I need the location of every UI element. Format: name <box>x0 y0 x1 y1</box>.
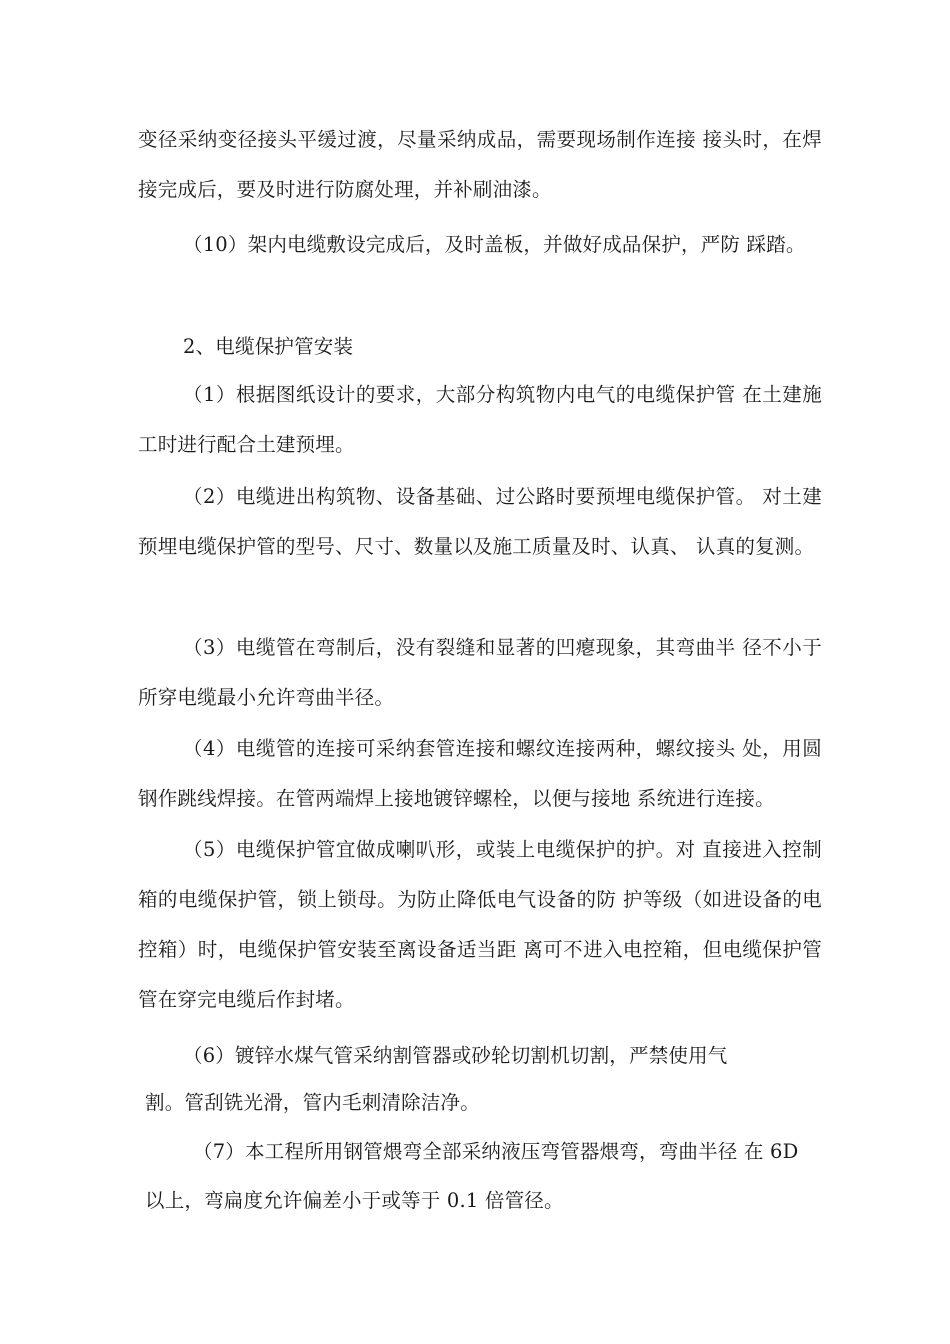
paragraph-reducer-joint: 变径采纳变径接头平缓过渡，尽量采纳成品，需要现场制作连接 接头时，在焊接完成后，要及时进行防腐处理，并补刷油漆。 <box>138 128 822 201</box>
paragraph-item-10: （10）架内电缆敷设完成后，及时盖板，并做好成品保护，严防 踩踏。 <box>183 233 806 256</box>
section-heading-cable-protection-pipe: 2、电缆保护管安装 <box>183 335 354 358</box>
paragraph-item-6-line-2: 割。管刮铣光滑，管内毛刺清除洁净。 <box>145 1091 480 1114</box>
paragraph-item-7-line-2: 以上，弯扁度允许偏差小于或等于 0.1 倍管径。 <box>145 1189 564 1212</box>
paragraph-item-7-line-1: （7）本工程所用钢管煨弯全部采纳液压弯管器煨弯，弯曲半径 在 6D <box>193 1140 799 1163</box>
paragraph-item-5: （5）电缆保护管宜做成喇叭形，或装上电缆保护的护。对 直接进入控制箱的电缆保护管，锁上锁母。为防止降低电气设备的防 护等级（如进设备的电控箱）时，电缆保护管安装至离设备适当距 离可不进入电控箱，但电缆保护管管在穿完电缆后作封堵。 <box>138 838 822 1011</box>
paragraph-item-1: （1）根据图纸设计的要求，大部分构筑物内电气的电缆保护管 在土建施工时进行配合土建预埋。 <box>138 383 822 456</box>
paragraph-item-3: （3）电缆管在弯制后，没有裂缝和显著的凹瘪现象，其弯曲半 径不小于所穿电缆最小允许弯曲半径。 <box>138 636 822 709</box>
paragraph-item-2: （2）电缆进出构筑物、设备基础、过公路时要预埋电缆保护管。 对土建预埋电缆保护管的型号、尺寸、数量以及施工质量及时、认真、 认真的复测。 <box>138 485 822 558</box>
paragraph-item-6-line-1: （6）镀锌水煤气管采纳割管器或砂轮切割机切割，严禁使用气 <box>183 1044 728 1067</box>
paragraph-item-4: （4）电缆管的连接可采纳套管连接和螺纹连接两种，螺纹接头 处，用圆钢作跳线焊接。在管两端焊上接地镀锌螺栓，以便与接地 系统进行连接。 <box>138 737 822 810</box>
